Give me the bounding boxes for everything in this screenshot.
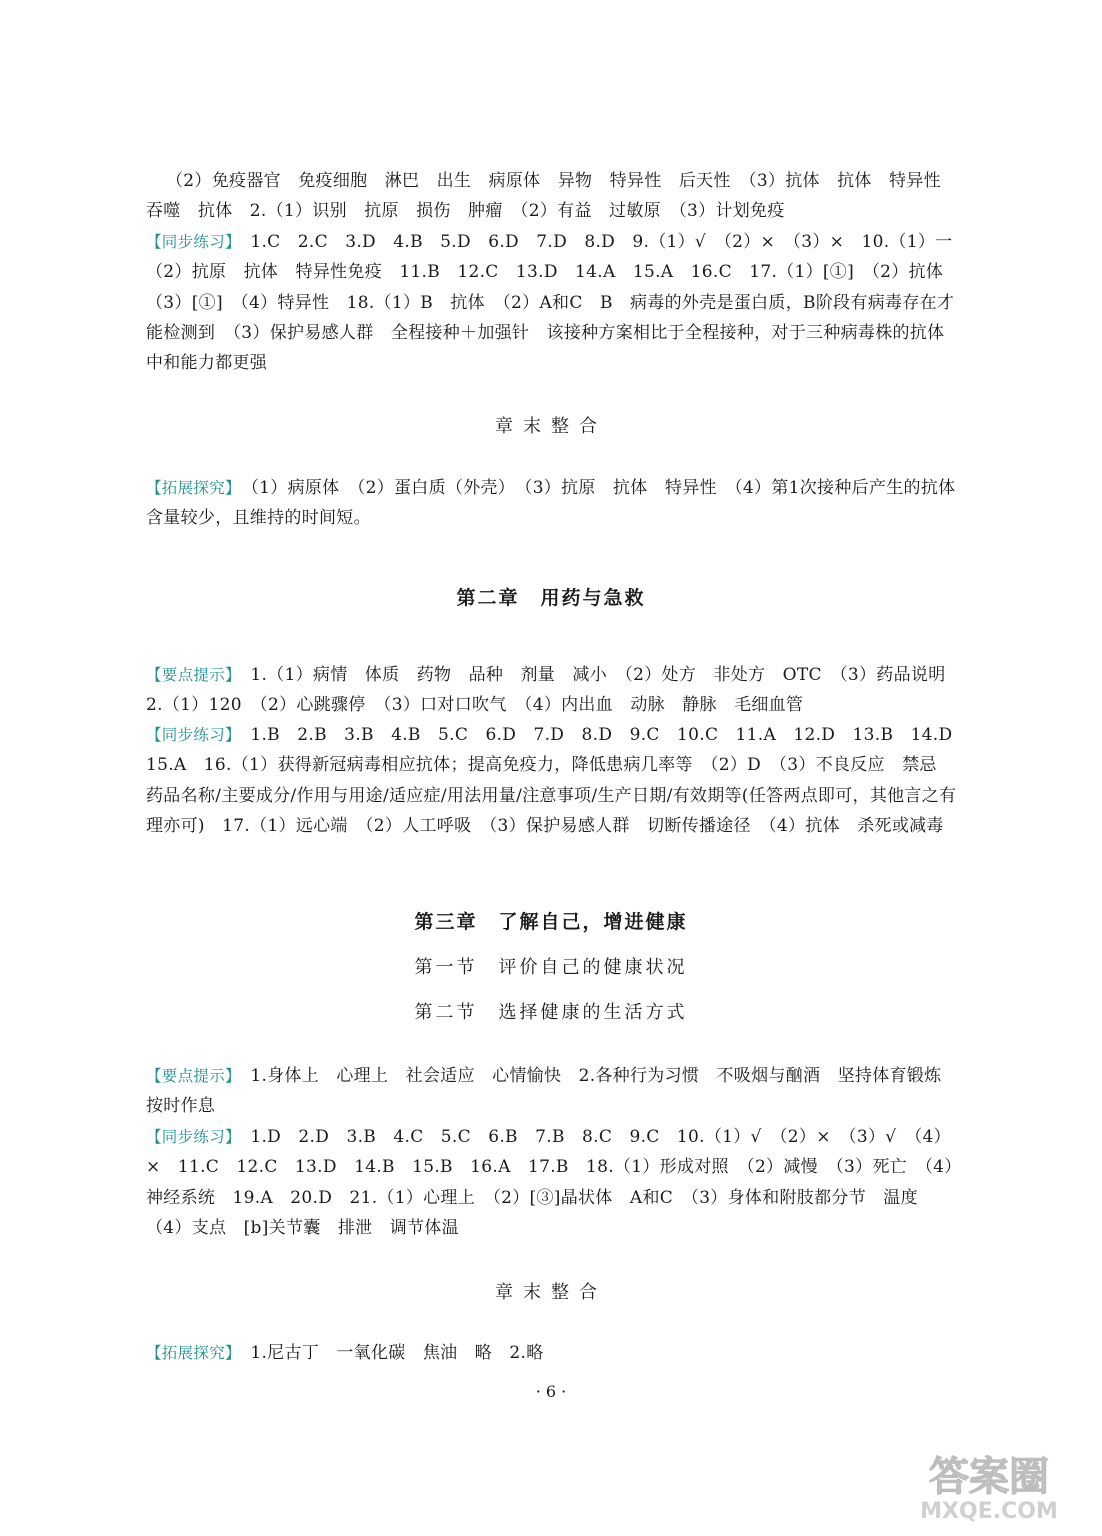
chapter3-sync-text: 1.D 2.D 3.B 4.C 5.C 6.B 7.B 8.C 9.C 10.（1）√ （2）× （3）√ （4）× 11.C 12.C 13.D 14.B 15.B 16.A 17.B 18.（1）形成对照 （2）减慢 （3）死亡 （4）神经系统 19.A 20.D 21.（1）心理上 （2）[③]晶状体 A和C （3）身体和附肢都分节 温度 （4）支点 [b]关节囊 排泄 调节体温 (146, 1127, 954, 1238)
chapter3-summary-heading: 章末整合 (495, 1282, 607, 1303)
chapter2-sync-text: 1.B 2.B 3.B 4.B 5.C 6.D 7.D 8.D 9.C 10.C 11.A 12.D 13.B 14.D 15.A 16.（1）获得新冠病毒相应抗体；提高免疫力，降低患病几率等 （2）D （3）不良反应 禁忌 药品名称/主要成分/作用与用途/适应症/用法用量/注意事项/生产日期/有效期等(任答两点即可，其他言之有理亦可) 17.（1）远心端 （2）人工呼吸 （3）保护易感人群 切断传播途径 （4）抗体 杀死或减毒 (146, 725, 970, 836)
chapter1-summary-heading: 章末整合 (495, 416, 607, 437)
chapter3-key-paragraph (146, 1061, 958, 1122)
watermark-line2: MXQE.COM (920, 1499, 1058, 1524)
watermark-logo (894, 1446, 1084, 1526)
extension-tag: 【拓展探究】 (146, 479, 234, 497)
chapter2-heading: 第二章 用药与急救 (456, 587, 646, 609)
watermark-line1: 答案圈 (929, 1454, 1049, 1500)
chapter2-key-paragraph (146, 660, 963, 721)
chapter3-heading: 第三章 了解自己，增进健康 (414, 911, 688, 933)
key-points-tag: 【要点提示】 (146, 666, 234, 684)
chapter3-sync-paragraph (146, 1122, 958, 1243)
chapter3-extension-text: 1.尼古丁 一氧化碳 焦油 略 2.略 (233, 1343, 544, 1363)
extension-tag: 【拓展探究】 (146, 1344, 234, 1362)
chapter2-sync-paragraph (146, 720, 970, 841)
chapter3-extension-paragraph (146, 1338, 958, 1368)
chapter3-section2-heading: 第二节 选择健康的生活方式 (414, 1002, 688, 1023)
chapter2-key-text: 1.（1）病情 体质 药物 品种 剂量 减小 （2）处方 非处方 OTC （3）药品说明 2.（1）120 （2）心跳骤停 （3）口对口吹气 （4）内出血 动脉 静脉 毛细血管 (146, 665, 963, 716)
key-points-tag: 【要点提示】 (146, 1067, 234, 1085)
sync-practice-tag: 【同步练习】 (146, 726, 234, 744)
chapter1-answers-paragraph (146, 166, 958, 227)
sync-practice-tag: 【同步练习】 (146, 1128, 234, 1146)
chapter1-extension-paragraph (146, 473, 958, 534)
chapter3-section1-heading: 第一节 评价自己的健康状况 (414, 957, 688, 978)
chapter3-key-text: 1.身体上 心理上 社会适应 心情愉快 2.各种行为习惯 不吸烟与酗酒 坚持体育锻炼 按时作息 (146, 1066, 959, 1117)
page-number: · 6 · (535, 1382, 567, 1401)
sync-practice-tag: 【同步练习】 (146, 233, 234, 251)
chapter1-sync-text: 1.C 2.C 3.D 4.B 5.D 6.D 7.D 8.D 9.（1）√ （2）× （3）× 10.（1）一 （2）抗原 抗体 特异性免疫 11.B 12.C 13.D 14.A 15.A 16.C 17.（1）[①] （2）抗体 （3）[①] （4）特异性 18.（1）B 抗体 （2）A和C B 病毒的外壳是蛋白质，B阶段有病毒存在才能检测到 （3）保护易感人群 全程接种＋加强针 该接种方案相比于全程接种，对于三种病毒株的抗体中和能力都更强 (146, 232, 970, 374)
chapter1-sync-paragraph (146, 227, 970, 378)
chapter1-answers-text: （2）免疫器官 免疫细胞 淋巴 出生 病原体 异物 特异性 后天性 （3）抗体 抗体 特异性 吞噬 抗体 2.（1）识别 抗原 损伤 肿瘤 （2）有益 过敏原 （3）计划免疫 (146, 171, 959, 222)
chapter1-extension-text: （1）病原体 （2）蛋白质（外壳） （3）抗原 抗体 特异性 （4）第1次接种后产生的抗体含量较少，且维持的时间短。 (146, 478, 956, 529)
